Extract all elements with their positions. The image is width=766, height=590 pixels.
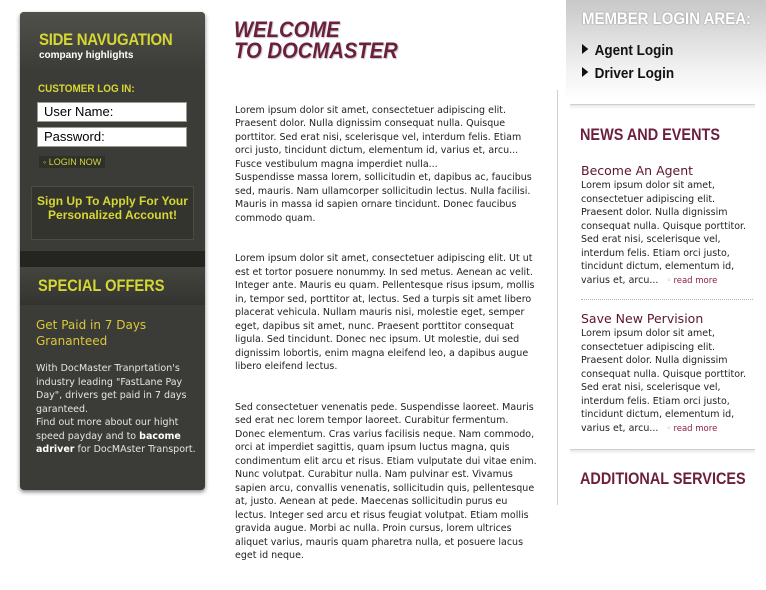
welcome-heading [234,19,398,61]
right-divider [570,104,755,109]
login-now-button[interactable] [39,156,105,168]
news-item-body [581,327,751,436]
main-paragraph-2: Lorem ipsum dolor sit amet, consectetuer adipiscing elit. Ut ut est et tortor posuere nonummy. In sed metus. Aenean ac velit. Integer ante. Mauris eu quam. Pellentesque risus ipsum, mollis in, tempor sed, porttitor at, lectus. Sed a turpis sit amet libero placerat vehicula. Nullam mauris nisi, molestie eget, semper eget, dapibus sit amet, nunc. Praesent porttitor consequat ligula. Sed tincidunt. Donec nec ipsum. Ut molestie, dui sed dignissim lobortis, enim magna eleifend leo, a dapibus augue libero eleifend lectus. [235,253,535,372]
additional-services-title: ADDITIONAL SERVICES [580,469,746,488]
bullet-icon: ◦ [43,157,49,167]
agent-login-link[interactable] [582,42,673,59]
offer-body-text-1: With DocMaster Tranprtation's industry leading "FastLane Pay Day", drivers get paid in 7 days garanteed. [36,363,187,415]
side-navigation-subtitle: company highlights [39,50,134,61]
read-more-link[interactable]: ◦ read more [666,276,717,286]
agent-login-label: Agent Login [594,42,674,59]
welcome-line-2: TO DOCMASTER [234,38,398,63]
main-content [235,90,540,590]
username-field[interactable]: User Name: [37,102,187,122]
news-item-text: Lorem ipsum dolor sit amet, consectetuer adipiscing elit. Praesent dolor. Nulla dignissim consequat nulla. Quisque porttitor. Sed erat nisi, scelerisque vel, interdum felis. Etiam orci justo, tincidunt dictum, elementum id, varius et, arcu... [581,180,747,286]
welcome-line-1: WELCOME [234,17,340,42]
side-navigation-panel [20,12,205,490]
offer-body-text-2: Find out more about our hight speed payday and to [36,417,179,442]
news-item-title[interactable]: Save New Pervision [581,311,704,326]
offer-subtitle: Get Paid in 7 Days Grananteed [36,318,147,348]
driver-login-link[interactable] [582,65,674,82]
login-now-label: LOGIN NOW [48,157,102,167]
main-paragraph-3: Sed consectetuer venenatis pede. Suspendisse laoreet. Mauris sed erat nec lorem tempor laoreet. Curabitur fermentum. Donec elementum. Cras varius facilisis neque. Nam commodo, orci at imperdiet sagittis, quam ipsum luctus magna, quis condimentum elit arcu et risus. Etiam vulputate dui vitae enim. Nunc volutpat. Curabitur nulla. Nam pulvinar est. Vivamus sapien arcu, convallis venenatis, sollicitudin quis, pellentesque at, justo. Aenean at pede. Maecenas sollicitudin purus eu lectus. Integer sed arcu et risus feugiat volutpat. Etiam mollis gravida augue. Morbi ac nulla. Proin cursus, lorem ultrices aliquet varius, mauris quam pharetra nulla, et posuere lacus eget id neque. [235,401,537,561]
special-offers-title: SPECIAL OFFERS [38,276,165,295]
column-separator [557,90,558,505]
read-more-link[interactable]: ◦ read more [666,424,717,434]
main-paragraph-1: Lorem ipsum dolor sit amet, consectetuer adipiscing elit. Praesent dolor. Nulla dignissim consequat nulla. Quisque porttitor. Sed erat nisi, scelerisque vel, interdum felis. Etiam orci justo, tincidunt dictum, elementum id, varius et, arcu... Fusce vestibulum magna imperdiet nulla... Suspendisse massa lorem, sollicitudin et, dapibus ac, faucibus sed, mauris. Nam ullamcorper sollicitudin lectus. Nulla facilisi. Mauris in massa id sapien ornare tincidunt. Donec faucibus commodo quam. [235,104,532,224]
offer-body-text-3: for DocMAster Transport. [74,444,196,455]
news-item-body [581,179,751,288]
member-login-title: MEMBER LOGIN AREA: [582,9,751,28]
signup-button[interactable]: Sign Up To Apply For Your Personalized Account! [31,186,194,240]
news-divider [581,299,753,300]
news-item-text: Lorem ipsum dolor sit amet, consectetuer adipiscing elit. Praesent dolor. Nulla dignissim consequat nulla. Quisque porttitor. Sed erat nisi, scelerisque vel, interdum felis. Etiam orci justo, tincidunt dictum, elementum id, varius et, arcu... [581,328,747,434]
right-divider [570,449,755,454]
sidebar-divider [20,251,205,267]
side-navigation-title: SIDE NAVUGATION [39,30,173,49]
arrow-right-icon [582,44,588,54]
driver-login-label: Driver Login [594,65,675,82]
arrow-right-icon [582,67,588,77]
news-item-title[interactable]: Become An Agent [581,163,694,178]
news-events-title: NEWS AND EVENTS [580,125,720,144]
become-driver-link[interactable]: bacome adriver [36,430,181,455]
customer-login-title: CUSTOMER LOG IN: [38,83,135,95]
password-field[interactable]: Password: [37,127,187,147]
offer-body [36,362,196,457]
